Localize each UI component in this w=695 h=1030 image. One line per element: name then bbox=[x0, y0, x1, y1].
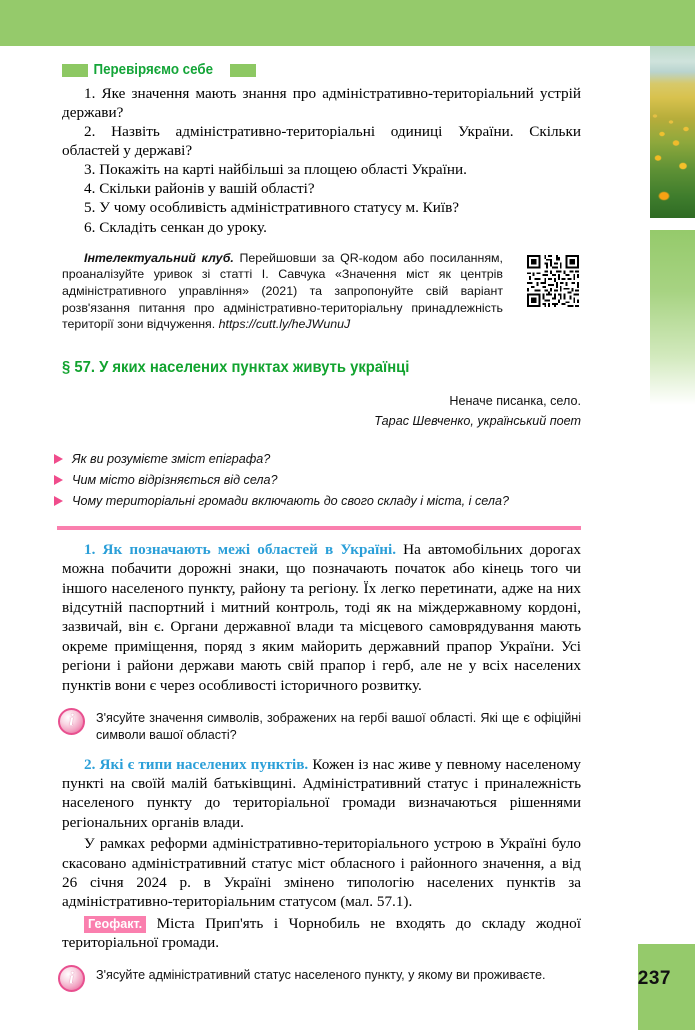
discussion-question-list bbox=[54, 449, 581, 512]
self-check-rubric-header bbox=[62, 62, 227, 78]
self-check-question: 3. Покажіть на карті найбільші за площею області України. bbox=[84, 161, 467, 179]
side-green-block bbox=[643, 0, 695, 46]
side-green-gradient-band bbox=[650, 230, 695, 405]
self-check-question: 1. Яке значення мають знання про адміністративно-територіальний устрій держави? bbox=[62, 85, 581, 122]
geofact-paragraph bbox=[62, 914, 581, 953]
epigraph bbox=[62, 391, 581, 431]
rubric-chip-right bbox=[230, 64, 256, 77]
subsection-2-text: Кожен із нас живе у певному населеному пункті на своїй малій батьківщині. Адміністративний статус і приналежність населеного пункту до територіальної громади визначаються рішеннями регіональних органів влади. bbox=[62, 755, 581, 831]
discussion-question-row bbox=[54, 449, 581, 470]
self-check-question: 4. Скільки районів у вашій області? bbox=[84, 180, 315, 198]
geofact-text: Міста Прип'ять і Чорнобиль не входять до складу жодної територіальної громади. bbox=[62, 914, 581, 952]
section-title: § 57. У яких населених пунктах живуть українці bbox=[62, 358, 410, 376]
triangle-bullet-icon bbox=[54, 475, 63, 485]
subsection-2-paragraph-2: У рамках реформи адміністративно-територіального устрою в Україні було скасовано адміністративний статус міст обласного і районного значення, а від 26 січня 2024 р. в Україні змінено типологію населених пунктів за адміністративно-територіальним статусом (мал. 57.1). bbox=[62, 835, 581, 911]
task-block-2 bbox=[58, 964, 581, 992]
discussion-question: Чим місто відрізняється від села? bbox=[72, 473, 278, 488]
discussion-question-row bbox=[54, 491, 581, 512]
pink-divider bbox=[57, 526, 581, 530]
geofact-tag: Геофакт. bbox=[84, 916, 146, 933]
top-green-band bbox=[0, 0, 695, 46]
subsection-2-lead: 2. Які є типи населених пунктів. bbox=[84, 755, 309, 773]
intellectual-club-label: Інтелектуальний клуб. bbox=[84, 250, 234, 265]
page-number: 237 bbox=[637, 968, 671, 989]
self-check-question: 2. Назвіть адміністративно-територіальні одиниці України. Скільки областей у державі? bbox=[62, 123, 581, 160]
info-icon bbox=[58, 965, 85, 992]
intellectual-club-url[interactable]: https://cutt.ly/heJWunuJ bbox=[218, 317, 351, 332]
task-block-1 bbox=[58, 707, 581, 745]
self-check-question: 6. Складіть сенкан до уроку. bbox=[84, 218, 267, 236]
self-check-rubric-label: Перевіряємо себе bbox=[93, 62, 214, 78]
qr-code[interactable] bbox=[525, 253, 581, 309]
intellectual-club-paragraph bbox=[62, 250, 581, 333]
task-2-text: З'ясуйте адміністративний статус населеного пункту, у якому ви проживаєте. bbox=[96, 968, 546, 983]
task-1-text: З'ясуйте значення символів, зображених на гербі вашої області. Які ще є офіційні символи вашої області? bbox=[96, 710, 581, 743]
sunflower-field-photo bbox=[650, 46, 695, 218]
intellectual-club-block bbox=[62, 250, 581, 333]
discussion-question: Як ви розумієте зміст епіграфа? bbox=[72, 452, 271, 467]
epigraph-author: Тарас Шевченко, український поет bbox=[374, 414, 581, 429]
self-check-question-list bbox=[62, 84, 581, 237]
subsection-2-paragraph bbox=[62, 755, 581, 833]
info-icon bbox=[58, 708, 85, 735]
triangle-bullet-icon bbox=[54, 454, 63, 464]
subsection-1-lead: 1. Як позначають межі областей в Україні. bbox=[84, 540, 397, 558]
subsection-1-text: На автомобільних дорогах можна побачити дорожні знаки, що позначають початок або кінець того чи іншого населеного пункту, району та регіону. Їх легко перетинати, адже на них відсутній паспортний і митний контроль, тоді як на міждержавному кордоні, зазвичай, він є. Органи державної влади та місцевого самоврядування мають окреме приміщення, поряд з яким майорить державний прапор України. Усі регіони і райони держави мають свій прапор і герб, але не у всіх населених пунктів вони є через особливості історичного розвитку. bbox=[62, 540, 581, 694]
discussion-question-row bbox=[54, 470, 581, 491]
triangle-bullet-icon bbox=[54, 496, 63, 506]
epigraph-quote: Неначе писанка, село. bbox=[449, 393, 581, 408]
discussion-question: Чому територіальні громади включають до свого складу і міста, і села? bbox=[72, 494, 509, 509]
side-decoration-strip bbox=[638, 0, 695, 1030]
subsection-1-paragraph bbox=[62, 540, 581, 695]
intellectual-club-text: Перейшовши за QR-кодом або посиланням, проаналізуйте уривок зі статті І. Савчука «Значення міст як центрів адміністративного управління» (2021) та запропонуйте свій варіант розв'язання питання про адміністративно-територіальну принадлежність території зони відчуження. bbox=[62, 250, 503, 332]
rubric-chip-left bbox=[62, 64, 88, 77]
self-check-question: 5. У чому особливість адміністративного статусу м. Київ? bbox=[84, 199, 460, 217]
content-column bbox=[0, 46, 638, 992]
